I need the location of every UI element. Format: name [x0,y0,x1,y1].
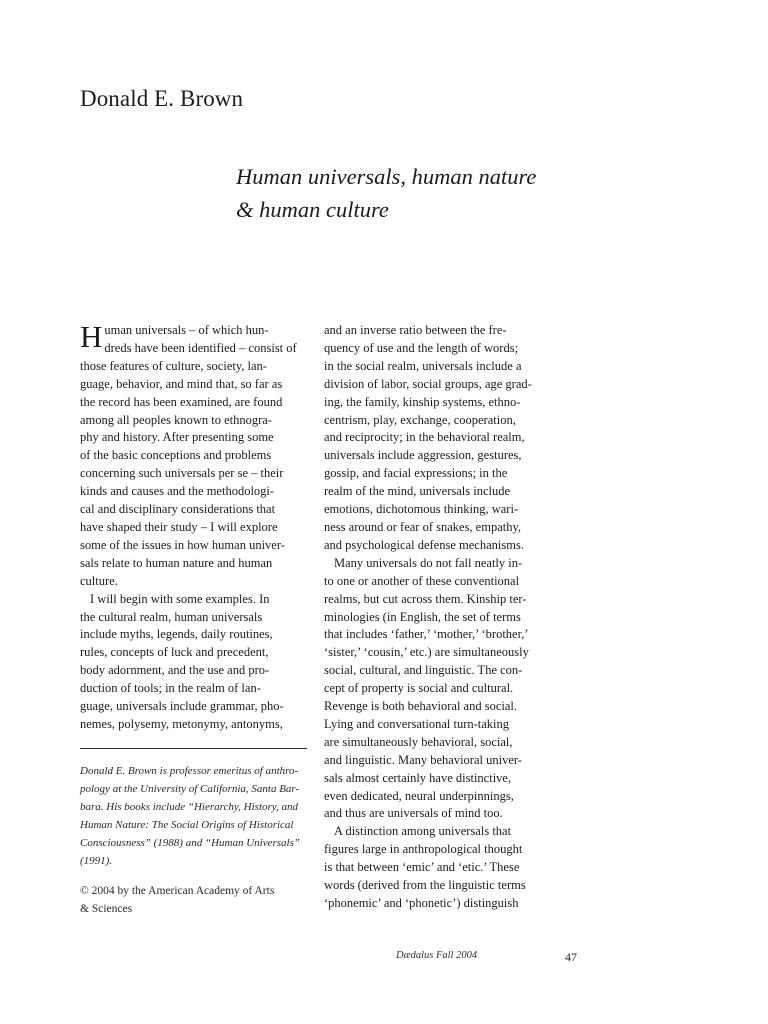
body-text-line: the record has been examined, are found [80,394,283,409]
body-text-line: among all peoples known to ethnogra- [80,412,272,427]
body-text-line: social, cultural, and linguistic. The con- [324,663,523,678]
body-text-line: in the social realm, universals include a [324,358,522,373]
body-text-line: I will begin with some examples. In [90,591,270,606]
copyright-text-line: © 2004 by the American Academy of Arts [80,885,275,897]
body-text-line: those features of culture, society, lan- [80,358,267,373]
body-text-line: nemes, polysemy, metonymy, antonyms, [80,716,283,731]
body-text-line: and linguistic. Many behavioral univer- [324,752,522,767]
body-text-line: sals almost certainly have distinctive, [324,770,512,785]
body-text-line: some of the issues in how human univer- [80,537,285,552]
body-text-line: minologies (in English, the set of terms [324,609,521,624]
body-text-line: guage, behavior, and mind that, so far as [80,376,283,391]
body-text-line: sals relate to human nature and human [80,555,273,570]
body-text-line: dreds have been identified – consist of [104,340,297,355]
body-text-line: duction of tools; in the realm of lan- [80,681,261,696]
body-text-line: and reciprocity; in the behavioral realm, [324,430,525,445]
body-text-line: words (derived from the linguistic terms [324,878,526,893]
body-text-line: have shaped their study – I will explore [80,519,278,534]
right-column-lines [324,322,554,913]
bio-text-line: bara. His books include “Hierarchy, History, and [80,801,299,813]
bio-text-line: Human Nature: The Social Origins of Historical [80,819,294,831]
body-text-line: Lying and conversational turn-taking [324,716,510,731]
body-text-line: A distinction among universals that [334,824,512,839]
body-text-line: and thus are universals of mind too. [324,806,503,821]
copyright-text-line: & Sciences [80,903,133,915]
title-line: & human culture [236,197,389,222]
body-text-line: are simultaneously behavioral, social, [324,734,513,749]
body-text-line: ing, the family, kinship systems, ethno- [324,394,521,409]
body-text-line: phy and history. After presenting some [80,430,274,445]
body-text-line: to one or another of these conventional [324,573,520,588]
author-bio [80,762,316,870]
body-text-line: ness around or fear of snakes, empathy, [324,519,522,534]
body-text-line: realm of the mind, universals include [324,484,511,499]
author-name: Donald E. Brown [80,86,244,111]
body-text-line: emotions, dichotomous thinking, wari- [324,502,519,517]
drop-cap: H [80,319,103,354]
body-text-line: uman universals – of which hun- [104,323,269,337]
body-text-line: the cultural realm, human universals [80,609,263,624]
title-line: Human universals, human nature [236,164,537,189]
body-text-line: figures large in anthropological thought [324,842,523,857]
body-text-line: and an inverse ratio between the fre- [324,323,507,337]
bio-text-line: (1991). [80,855,113,867]
body-text-line: of the basic conceptions and problems [80,448,272,463]
body-text-line: even dedicated, neural underpinnings, [324,788,514,803]
body-column-left [80,319,312,734]
body-text-line: cal and disciplinary considerations that [80,502,276,517]
copyright-notice [80,882,316,918]
body-text-line: include myths, legends, daily routines, [80,627,273,642]
body-text-line: kinds and causes and the methodologi- [80,484,275,499]
body-text-line: universals include aggression, gestures, [324,448,522,463]
body-text-line: concerning such universals per se – their [80,466,284,481]
body-text-line: quency of use and the length of words; [324,340,519,355]
bio-text-line: Donald E. Brown is professor emeritus of anthro- [80,765,299,777]
page-number: 47 [565,950,577,964]
body-text-line: Revenge is both behavioral and social. [324,699,517,714]
bio-text-line: Consciousness” (1988) and “Human Universals” [80,837,301,849]
body-column-right [324,322,554,913]
body-text-line: rules, concepts of luck and precedent, [80,645,269,660]
article-title [236,160,656,226]
body-text-line: ‘phonemic’ and ‘phonetic’) distinguish [324,896,519,910]
body-text-line: cept of property is social and cultural. [324,681,514,696]
body-text-line: culture. [80,573,118,588]
left-column-lines [80,319,312,734]
body-text-line: body adornment, and the use and pro- [80,663,270,678]
bio-text-line: pology at the University of California, Santa Bar- [80,783,300,795]
body-text-line: division of labor, social groups, age grad- [324,376,532,391]
body-text-line: guage, universals include grammar, pho- [80,699,284,714]
body-text-line: gossip, and facial expressions; in the [324,466,508,481]
journal-footer: Dædalus Fall 2004 [396,950,478,961]
footnote-divider [80,748,307,749]
body-text-line: Many universals do not fall neatly in- [334,555,523,570]
body-text-line: that includes ‘father,’ ‘mother,’ ‘brother,’ [324,627,529,642]
body-text-line: ‘sister,’ ‘cousin,’ etc.) are simultaneously [324,645,529,660]
body-text-line: realms, but cut across them. Kinship ter- [324,591,527,606]
body-text-line: centrism, play, exchange, cooperation, [324,412,516,427]
body-text-line: and psychological defense mechanisms. [324,537,524,552]
body-text-line: is that between ‘emic’ and ‘etic.’ These [324,860,520,875]
